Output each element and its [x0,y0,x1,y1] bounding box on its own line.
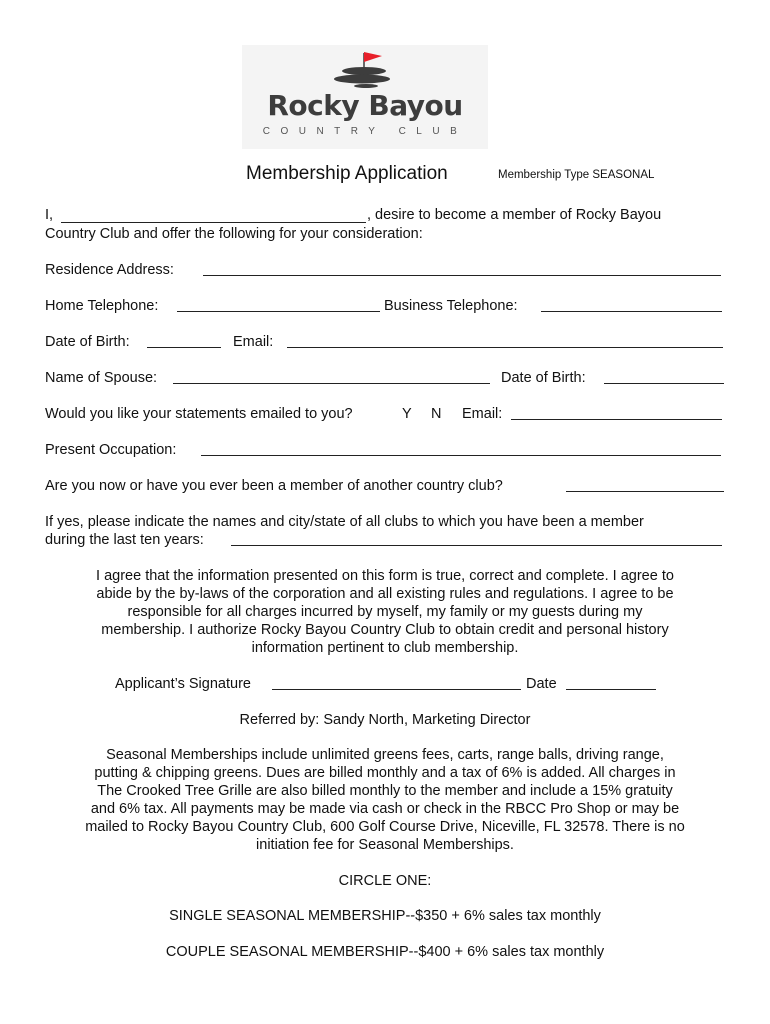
seasonal-info-line-3: The Crooked Tree Grille are also billed monthly to the member and include a 15% gratuity [97,783,673,799]
logo-subtitle: COUNTRY CLUB [262,126,468,137]
seasonal-info-line-6: initiation fee for Seasonal Memberships. [256,837,514,853]
intro-line2: Country Club and offer the following for your consideration: [45,226,423,242]
home-phone-field[interactable] [177,311,380,312]
circle-one-heading: CIRCLE ONE: [338,873,432,889]
residence-label: Residence Address: [45,262,174,278]
business-phone-label: Business Telephone: [384,298,518,314]
statements-email-label: Email: [462,406,503,422]
signature-field[interactable] [272,689,521,690]
residence-address-field[interactable] [203,275,721,276]
intro-suffix: , desire to become a member of Rocky Bayou [367,207,662,223]
agreement-line-5: information pertinent to club membership. [251,640,519,656]
statements-label: Would you like your statements emailed to you? [45,406,353,422]
signature-label: Applicant’s Signature [115,676,251,692]
couple-membership-option[interactable]: COUPLE SEASONAL MEMBERSHIP--$400 + 6% sales tax monthly [165,944,605,960]
statements-no[interactable]: N [431,406,442,422]
agreement-line-4: membership. I authorize Rocky Bayou Country Club to obtain credit and personal history [101,622,669,638]
seasonal-info-line-2: putting & chipping greens. Dues are billed monthly and a tax of 6% is added. All charges in [94,765,676,781]
dob-label: Date of Birth: [45,334,130,350]
spouse-label: Name of Spouse: [45,370,158,386]
intro-prefix: I, [45,207,54,223]
occupation-label: Present Occupation: [45,442,177,458]
agreement-line-1: I agree that the information presented on this form is true, correct and complete. I agree to [96,568,674,584]
other-club-field[interactable] [566,491,724,492]
signature-date-label: Date [526,676,557,692]
email-label: Email: [233,334,274,350]
spouse-dob-field[interactable] [604,383,724,384]
home-phone-label: Home Telephone: [45,298,159,314]
dob-field[interactable] [147,347,221,348]
signature-date-field[interactable] [566,689,656,690]
page-title: Membership Application [246,163,448,184]
clubs-field[interactable] [231,545,722,546]
seasonal-info-line-4: and 6% tax. All payments may be made via cash or check in the RBCC Pro Shop or may be [90,801,680,817]
agreement-line-3: responsible for all charges incurred by myself, my family or my guests during my [127,604,643,620]
logo-name: Rocky Bayou [267,89,463,122]
business-phone-field[interactable] [541,311,722,312]
email-field[interactable] [287,347,723,348]
applicant-name-field[interactable] [61,222,366,223]
other-club-label: Are you now or have you ever been a member of another country club? [45,478,503,494]
seasonal-info-line-5: mailed to Rocky Bayou Country Club, 600 Golf Course Drive, Niceville, FL 32578. There is no [85,819,685,835]
spouse-name-field[interactable] [173,383,490,384]
statements-yes[interactable]: Y [402,406,412,422]
referred-by: Referred by: Sandy North, Marketing Director [239,712,531,728]
clubs-line2: during the last ten years: [45,532,204,548]
spouse-dob-label: Date of Birth: [501,370,586,386]
club-logo [242,45,488,149]
single-membership-option[interactable]: SINGLE SEASONAL MEMBERSHIP--$350 + 6% sales tax monthly [169,908,601,924]
agreement-line-2: abide by the by-laws of the corporation and all existing rules and regulations. I agree to be [96,586,674,602]
statements-email-field[interactable] [511,419,722,420]
occupation-field[interactable] [201,455,721,456]
seasonal-info-line-1: Seasonal Memberships include unlimited greens fees, carts, range balls, driving range, [106,747,664,763]
clubs-line1: If yes, please indicate the names and city/state of all clubs to which you have been a member [45,514,644,530]
membership-type: Membership Type SEASONAL [498,169,655,181]
